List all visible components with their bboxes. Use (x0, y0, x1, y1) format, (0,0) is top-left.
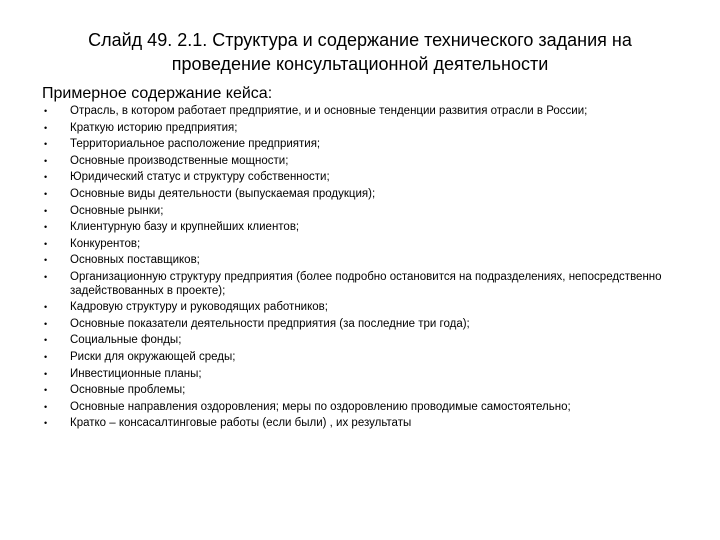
list-item (42, 122, 682, 136)
slide-title-line-1: Слайд 49. 2.1. Структура и содержание технического задания на (88, 30, 632, 50)
list-item-text: Краткую историю предприятия; (70, 121, 238, 134)
bullet-icon: • (44, 139, 48, 150)
list-item (42, 254, 682, 268)
bullet-icon: • (44, 302, 48, 313)
list-item (42, 334, 682, 348)
list-item (42, 188, 682, 202)
list-item (42, 351, 682, 365)
bullet-icon: • (44, 351, 48, 362)
bullet-icon: • (44, 106, 48, 116)
list-item-text: Основные производственные мощности; (70, 154, 289, 167)
bullet-icon: • (44, 172, 48, 183)
list-item (42, 417, 682, 431)
list-item-text: Основные рынки; (70, 204, 164, 217)
list-item-text: Юридический статус и структуру собственности; (70, 171, 330, 184)
slide-title-line-2: проведение консультационной деятельности (171, 54, 549, 74)
case-contents-heading: Примерное содержание кейса: (42, 85, 273, 102)
list-item-text: Риски для окружающей среды; (70, 350, 236, 363)
list-item-text: Клиентурную базу и крупнейших клиентов; (70, 221, 300, 234)
list-item-text: Социальные фонды; (70, 334, 182, 347)
bullet-icon: • (44, 188, 48, 199)
list-item (42, 105, 682, 119)
list-item (42, 318, 682, 332)
bullet-icon: • (44, 155, 48, 166)
bullet-icon: • (44, 255, 48, 266)
list-item-text: Основных поставщиков; (70, 254, 200, 267)
list-item (42, 238, 682, 252)
list-item-text: Инвестиционные планы; (70, 367, 202, 380)
list-item-text: Основные показатели деятельности предприятия (за последние три года); (70, 317, 470, 330)
list-item-text: Организационную структуру предприятия (более подробно остановится на подразделениях, непосредственно задействованных в проекте); (70, 270, 662, 297)
bullet-icon: • (44, 205, 48, 216)
bullet-icon: • (44, 401, 48, 412)
list-item (42, 384, 682, 398)
case-contents-list (42, 105, 682, 434)
bullet-icon: • (44, 368, 48, 379)
list-item-text: Конкурентов; (70, 237, 141, 250)
bullet-icon: • (44, 318, 48, 329)
bullet-icon: • (44, 222, 48, 233)
list-item (42, 368, 682, 382)
list-item (42, 301, 682, 315)
list-item (42, 138, 682, 152)
list-item-text: Кадровую структуру и руководящих работников; (70, 301, 328, 314)
list-item (42, 221, 682, 235)
bullet-icon: • (44, 335, 48, 346)
list-item (42, 155, 682, 169)
bullet-icon: • (44, 238, 48, 249)
list-item (42, 271, 682, 298)
list-item-text: Отрасль, в котором работает предприятие, и и основные тенденции развития отрасли в России; (70, 105, 588, 117)
bullet-icon: • (44, 418, 48, 429)
slide-title (40, 28, 680, 76)
list-item-text: Основные проблемы; (70, 384, 186, 397)
list-item-text: Кратко – консасалтинговые работы (если были) , их результаты (70, 417, 412, 430)
list-item (42, 401, 682, 415)
bullet-icon: • (44, 122, 48, 133)
list-item-text: Основные направления оздоровления; меры по оздоровлению проводимые самостоятельно; (70, 400, 571, 413)
list-item-text: Территориальное расположение предприятия; (70, 138, 321, 151)
bullet-icon: • (44, 271, 48, 282)
list-item (42, 205, 682, 219)
list-item (42, 171, 682, 185)
list-item-text: Основные виды деятельности (выпускаемая продукция); (70, 187, 376, 200)
bullet-icon: • (44, 385, 48, 396)
